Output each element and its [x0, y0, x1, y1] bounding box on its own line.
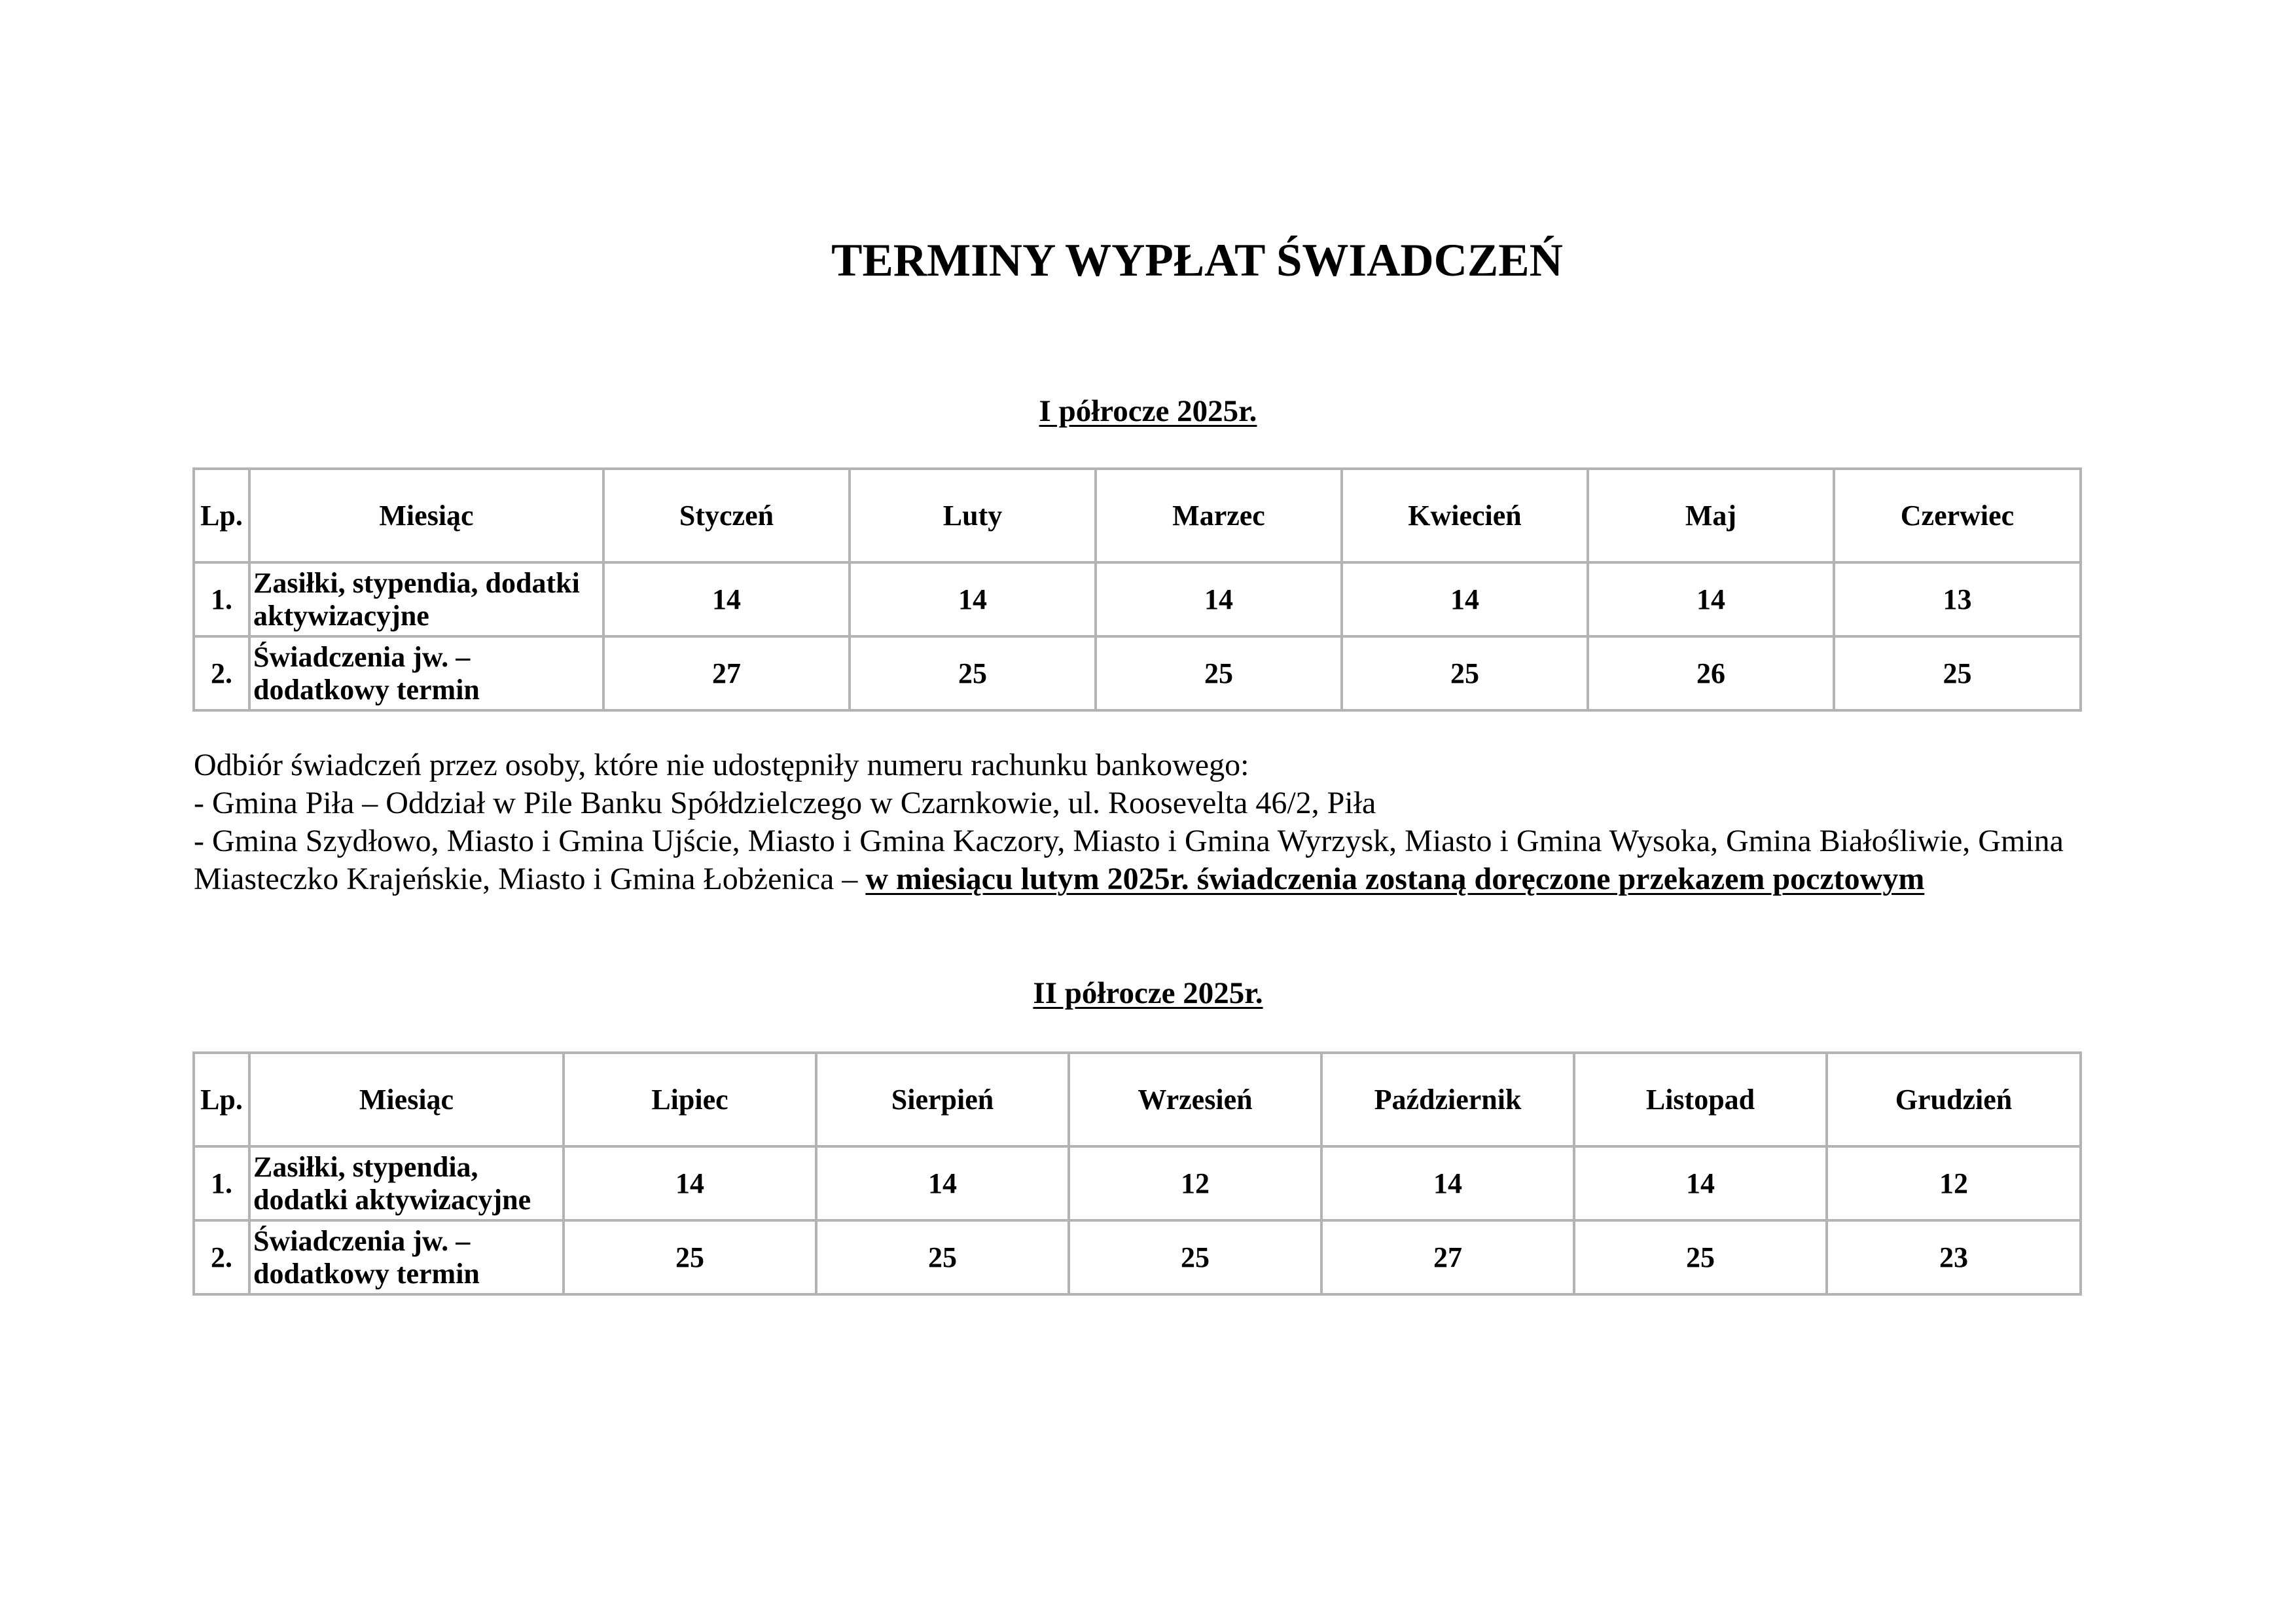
- notice-emphasis: w miesiącu lutym 2025r. świadczenia zostaną doręczone przekazem pocztowym: [865, 862, 1925, 896]
- notice-item-text: - Gmina Szydłowo, Miasto i Gmina Ujście, Miasto i Gmina Kaczory, Miasto i Gmina Wyrzysk, Miasto i Gmina Wysoka, Gmina Białośliwie, Gmina Miasteczko Krajeńskie, Miasto i Gmina Łobżenica –: [194, 824, 2064, 896]
- row-value: 13: [1834, 562, 2081, 636]
- row-value: 25: [850, 636, 1096, 710]
- row-value: 25: [1834, 636, 2081, 710]
- row-label: Zasiłki, stypendia, dodatki aktywizacyjne: [249, 562, 603, 636]
- second-half-heading: II półrocze 2025r.: [1033, 976, 1263, 1010]
- row-value: 25: [1342, 636, 1588, 710]
- table-row: [194, 1220, 2081, 1294]
- notice-intro: Odbiór świadczeń przez osoby, które nie udostępniły numeru rachunku bankowego:: [194, 748, 1249, 782]
- second-half-table: [192, 1051, 2082, 1296]
- row-value: 14: [564, 1146, 816, 1220]
- row-value: 14: [1588, 562, 1834, 636]
- table-row: [194, 1146, 2081, 1220]
- row-value: 25: [816, 1220, 1069, 1294]
- row-value: 14: [816, 1146, 1069, 1220]
- table-row: [194, 562, 2081, 636]
- row-label: Świadczenia jw. – dodatkowy termin: [249, 1220, 564, 1294]
- row-value: 12: [1827, 1146, 2081, 1220]
- document-title: TERMINY WYPŁAT ŚWIADCZEŃ: [831, 235, 1563, 286]
- header-month-3: Wrzesień: [1069, 1053, 1321, 1146]
- header-month-6: Czerwiec: [1834, 469, 2081, 562]
- row-lp: 1.: [194, 1146, 249, 1220]
- table-header-row: [194, 1053, 2081, 1146]
- payment-notice: [194, 746, 2092, 898]
- row-lp: 1.: [194, 562, 249, 636]
- row-value: 25: [1574, 1220, 1827, 1294]
- header-month-2: Luty: [850, 469, 1096, 562]
- header-month-4: Październik: [1321, 1053, 1574, 1146]
- row-value: 14: [850, 562, 1096, 636]
- notice-item-pila: - Gmina Piła – Oddział w Pile Banku Spółdzielczego w Czarnkowie, ul. Roosevelta 46/2, Piła: [194, 786, 1376, 820]
- row-value: 25: [1096, 636, 1342, 710]
- header-month-4: Kwiecień: [1342, 469, 1588, 562]
- row-lp: 2.: [194, 1220, 249, 1294]
- header-month-6: Grudzień: [1827, 1053, 2081, 1146]
- header-month-1: Lipiec: [564, 1053, 816, 1146]
- row-value: 14: [1321, 1146, 1574, 1220]
- row-value: 27: [1321, 1220, 1574, 1294]
- row-value: 25: [1069, 1220, 1321, 1294]
- row-lp: 2.: [194, 636, 249, 710]
- row-label: Świadczenia jw. – dodatkowy termin: [249, 636, 603, 710]
- table-header-row: [194, 469, 2081, 562]
- header-month-1: Styczeń: [603, 469, 850, 562]
- row-value: 27: [603, 636, 850, 710]
- row-value: 23: [1827, 1220, 2081, 1294]
- row-value: 14: [1096, 562, 1342, 636]
- notice-item-other-communes: [194, 822, 2092, 898]
- row-value: 14: [603, 562, 850, 636]
- header-month-3: Marzec: [1096, 469, 1342, 562]
- row-value: 26: [1588, 636, 1834, 710]
- table-row: [194, 636, 2081, 710]
- header-month-5: Listopad: [1574, 1053, 1827, 1146]
- row-value: 25: [564, 1220, 816, 1294]
- header-month-5: Maj: [1588, 469, 1834, 562]
- header-lp: Lp.: [194, 469, 249, 562]
- header-month: Miesiąc: [249, 1053, 564, 1146]
- header-month: Miesiąc: [249, 469, 603, 562]
- row-label: Zasiłki, stypendia, dodatki aktywizacyjne: [249, 1146, 564, 1220]
- first-half-heading: I półrocze 2025r.: [1039, 394, 1257, 428]
- row-value: 14: [1342, 562, 1588, 636]
- row-value: 14: [1574, 1146, 1827, 1220]
- header-lp: Lp.: [194, 1053, 249, 1146]
- header-month-2: Sierpień: [816, 1053, 1069, 1146]
- first-half-table: [192, 467, 2082, 712]
- row-value: 12: [1069, 1146, 1321, 1220]
